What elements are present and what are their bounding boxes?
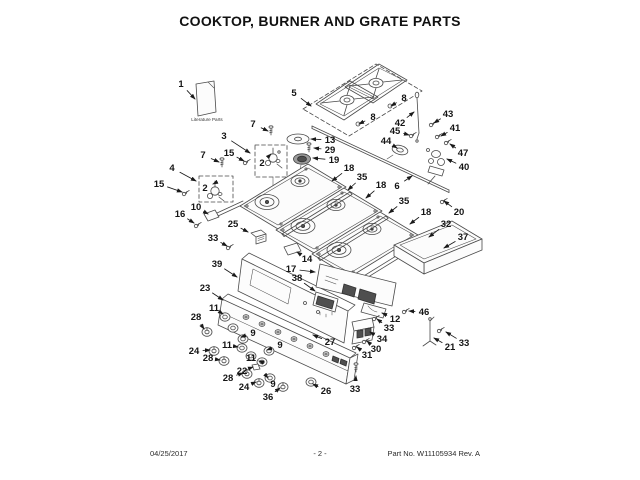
- callout-23: [200, 283, 223, 300]
- part-number-label: 25: [227, 219, 239, 231]
- literature-card: [191, 81, 223, 122]
- callout-40: [447, 159, 469, 173]
- screw: [243, 159, 250, 164]
- part-number-label: 37: [457, 232, 469, 244]
- part-number-label: 35: [398, 196, 410, 208]
- part-number-label: 26: [320, 386, 332, 398]
- igniter-electrode: [417, 98, 419, 133]
- part-number-label: 47: [457, 148, 469, 160]
- part-number-label: 2: [202, 183, 208, 195]
- callout-18: [366, 180, 386, 198]
- valve-stem: [291, 337, 297, 342]
- callout-46: [409, 307, 429, 318]
- part-number-label: 23: [199, 283, 211, 295]
- footer-page-number: - 2 -: [313, 449, 327, 458]
- part-number-label: 40: [458, 162, 470, 174]
- callout-44: [381, 136, 397, 148]
- part-number-label: 36: [262, 392, 274, 404]
- callout-8: [359, 112, 376, 124]
- part-number-label: 16: [174, 209, 186, 221]
- part-number-label: 45: [389, 126, 401, 138]
- part-number-label: 41: [449, 123, 461, 135]
- part-number-label: 4: [169, 163, 175, 175]
- part-number-label: 44: [380, 136, 392, 148]
- part-number-label: 33: [458, 338, 470, 350]
- valve-stem: [307, 344, 313, 349]
- callout-19: [313, 155, 339, 166]
- screw: [409, 132, 416, 137]
- part-number-label: 1: [178, 79, 184, 91]
- part-number-label: 31: [361, 350, 373, 362]
- part-number-label: 18: [375, 180, 387, 192]
- burner-grate: [345, 64, 407, 103]
- callout-28: [191, 312, 204, 329]
- control-knob: [254, 379, 264, 388]
- igniter-valve-cluster: [387, 92, 451, 184]
- callout-7: [200, 150, 219, 162]
- callout-8: [391, 93, 407, 106]
- screw: [402, 308, 409, 313]
- callout-15: [224, 148, 244, 161]
- screw: [437, 327, 444, 332]
- callout-6: [394, 176, 412, 192]
- callout-2: [259, 154, 271, 169]
- part-number-label: 11: [221, 340, 233, 352]
- part-number-label: 43: [442, 109, 454, 121]
- control-knob: [219, 357, 229, 366]
- gas-valve-assembly: [427, 149, 445, 185]
- callout-21: [434, 338, 456, 353]
- callout-5: [291, 88, 311, 106]
- part-number-label: 15: [153, 179, 165, 191]
- part-number-label: 2: [259, 158, 265, 170]
- page-footer: [0, 447, 640, 461]
- part-number-label: 42: [394, 118, 406, 130]
- callout-45: [390, 126, 409, 137]
- knob-bezel: [220, 313, 230, 321]
- mounting-bracket: [361, 303, 409, 321]
- literature-card-label: Literature Parts: [191, 117, 223, 122]
- burner-valve-kit-left: [182, 158, 233, 202]
- screw: [226, 244, 233, 249]
- callout-39: [212, 259, 237, 277]
- valve-stem: [243, 315, 249, 320]
- footer-date: 04/25/2017: [150, 449, 188, 458]
- part-number-label: 32: [440, 219, 452, 231]
- callout-47: [450, 144, 468, 159]
- screw: [194, 222, 201, 227]
- part-number-label: 24: [188, 346, 200, 358]
- part-number-label: 8: [401, 93, 407, 105]
- part-number-label: 24: [238, 382, 250, 394]
- part-number-label: 3: [221, 131, 227, 143]
- part-number-label: 17: [285, 264, 297, 276]
- part-number-label: 11: [245, 353, 257, 365]
- footer-part-number: Part No. W11105934 Rev. A: [387, 449, 480, 458]
- part-number-label: 18: [420, 207, 432, 219]
- part-number-label: 20: [453, 207, 465, 219]
- part-number-label: 12: [389, 314, 401, 326]
- knob-bezel: [228, 324, 238, 332]
- part-number-label: 34: [376, 334, 388, 346]
- knob-bezel: [237, 344, 247, 352]
- part-number-label: 13: [324, 135, 336, 147]
- callout-14: [297, 252, 313, 265]
- part-number-label: 28: [190, 312, 202, 324]
- callout-24: [239, 382, 256, 393]
- part-number-label: 7: [250, 119, 256, 131]
- page-title: COOKTOP, BURNER AND GRATE PARTS: [179, 13, 461, 29]
- part-number-label: 9: [270, 379, 276, 391]
- part-number-label: 39: [211, 259, 223, 271]
- callout-33: [208, 233, 227, 246]
- callout-10: [191, 202, 208, 214]
- knob-bezel: [264, 347, 274, 355]
- part-number-label: 46: [418, 307, 430, 319]
- part-number-label: 14: [301, 254, 313, 266]
- part-number-label: 9: [277, 340, 283, 352]
- part-number-label: 9: [250, 328, 256, 340]
- valve-stem: [259, 322, 265, 327]
- part-number-label: 15: [223, 148, 235, 160]
- callout-26: [313, 384, 331, 397]
- valve-stem: [275, 330, 281, 335]
- callout-28: [203, 353, 220, 364]
- part-number-label: 29: [324, 145, 336, 157]
- callout-4: [169, 163, 196, 181]
- part-number-label: 22: [236, 366, 248, 378]
- part-number-label: 11: [208, 303, 220, 315]
- screw: [307, 143, 311, 152]
- callout-18: [410, 207, 431, 224]
- part-number-label: 10: [190, 202, 202, 214]
- part-number-label: 21: [444, 342, 456, 354]
- screw: [352, 344, 359, 349]
- screw: [182, 190, 189, 195]
- screw: [269, 126, 273, 135]
- callout-11: [222, 340, 238, 351]
- callout-25: [228, 219, 248, 232]
- control-knob: [278, 383, 288, 392]
- part-number-label: 38: [291, 273, 303, 285]
- part-number-label: 7: [200, 150, 206, 162]
- valve-stem: [323, 352, 329, 357]
- part-number-label: 8: [370, 112, 376, 124]
- part-number-label: 18: [343, 163, 355, 175]
- callout-36: [263, 388, 280, 403]
- part-number-label: 19: [328, 155, 340, 167]
- callout-35: [348, 172, 368, 190]
- part-number-label: 5: [291, 88, 297, 100]
- callout-1: [178, 79, 195, 99]
- part-number-label: 35: [356, 172, 368, 184]
- callout-20: [444, 201, 464, 218]
- callout-43: [434, 109, 453, 123]
- callout-35: [389, 196, 410, 213]
- part-number-label: 28: [202, 353, 214, 365]
- part-number-label: 27: [324, 337, 336, 349]
- burner-cap: [287, 134, 309, 144]
- part-number-label: 6: [394, 181, 400, 193]
- bracket: [204, 210, 219, 221]
- part-number-label: 28: [222, 373, 234, 385]
- part-number-label: 33: [207, 233, 219, 245]
- part-number-label: 30: [370, 344, 382, 356]
- part-number-label: 33: [383, 323, 395, 335]
- callout-15: [154, 179, 182, 192]
- callout-41: [441, 123, 461, 136]
- callout-7: [250, 119, 268, 131]
- part-number-label: 33: [349, 384, 361, 396]
